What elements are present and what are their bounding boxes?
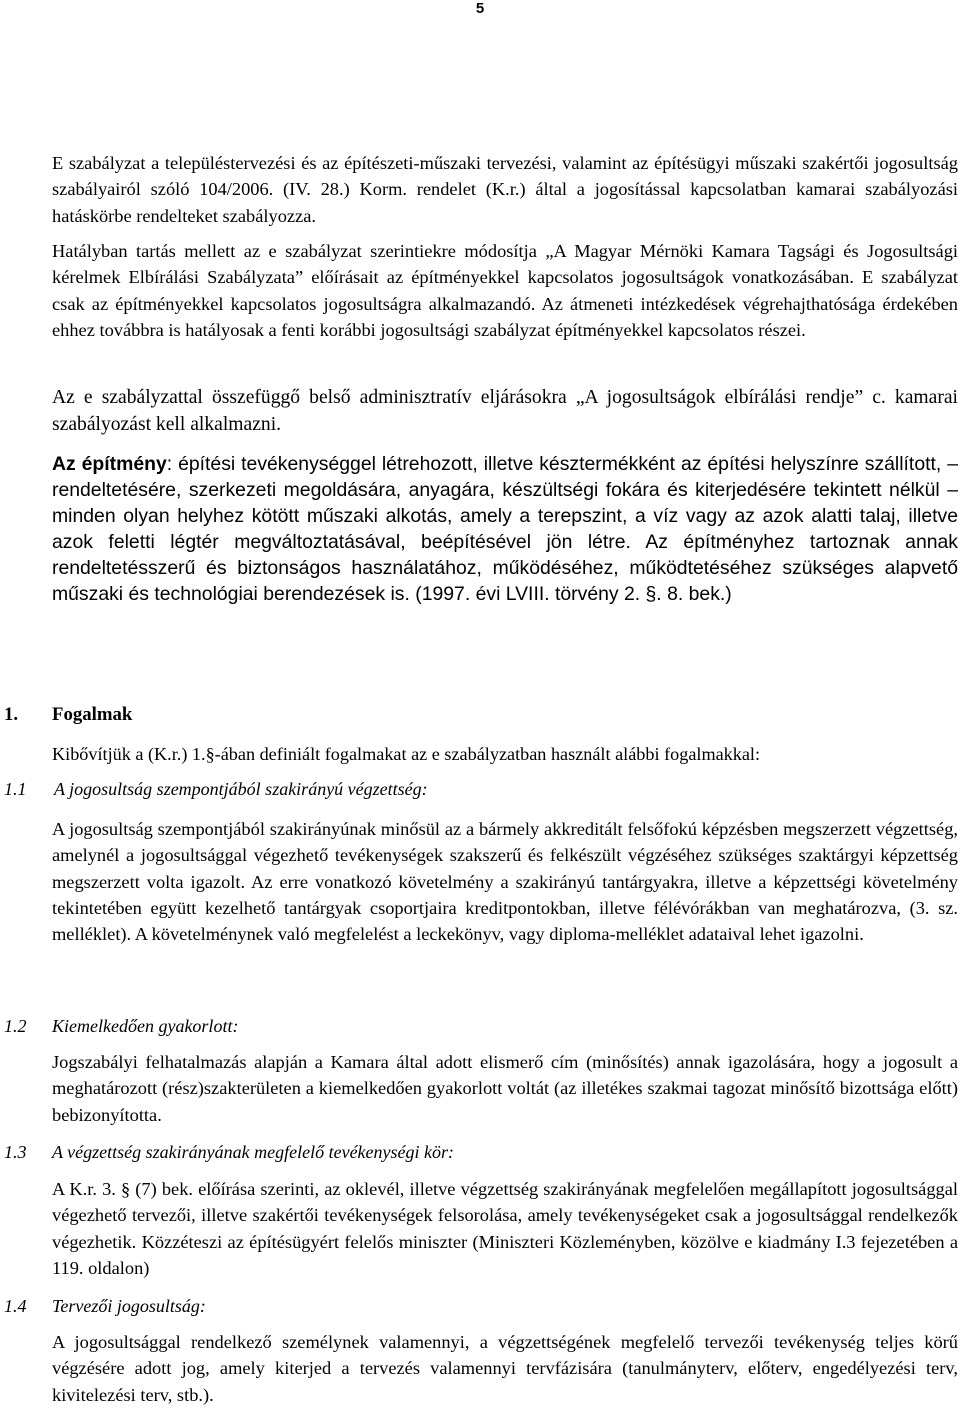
subsection-1-4-number: 1.4 xyxy=(4,1296,27,1316)
subsection-1-2-number: 1.2 xyxy=(4,1016,27,1036)
subsection-1-3-heading xyxy=(0,1140,960,1164)
subsection-1-3-number: 1.3 xyxy=(4,1142,27,1162)
section-1-intro: Kibővítjük a (K.r.) 1.§-ában definiált fogalmakat az e szabályzatban használt alábbi fogalmakkal: xyxy=(52,744,761,764)
intro-paragraph-3: Az e szabályzattal összefüggő belső adminisztratív eljárásokra „A jogosultságok elbírálási rendje” c. kamarai szabályozást kell alkalmazni. xyxy=(52,387,958,435)
subsection-1-1-heading xyxy=(0,777,960,801)
section-1-heading xyxy=(0,703,960,727)
intro-paragraph-2: Hatályban tartás mellett az e szabályzat szerintiekre módosítja „A Magyar Mérnöki Kamara Tagsági és Jogosultsági kérelmek Elbírálási Szabályzata” előírásait az építményekkel kapcsolatos jogosultságok vonatkozásában. E szabályzat csak az építményekkel kapcsolatos jogosultságra alkalmazandó. Az átmeneti intézkedések végrehajthatósága érdekében ehhez továbbra is hatályosak a fenti korábbi jogosultsági szabályzat építményekkel kapcsolatos részei. xyxy=(52,241,958,340)
section-1-number: 1. xyxy=(4,704,19,725)
subsection-1-1-title: A jogosultság szempontjából szakirányú végzettség: xyxy=(54,779,428,799)
subsection-1-3-title: A végzettség szakirányának megfelelő tevékenységi kör: xyxy=(52,1142,455,1162)
subsection-1-2-heading xyxy=(0,1014,960,1038)
subsection-1-1-text: A jogosultság szempontjából szakirányúnak minősül az a bármely akkreditált felsőfokú képzésben megszerzett végzettség, amelynél a jogosultsággal végezhető tevékenységek szakszerű és felkészült végzéséhez szükséges szaktárgyi képzettség megszerzett volta igazolt. Az erre vonatkozó követelmény a szakirányú tantárgyakra, illetve a képzettségi követelmény tekintetében együtt kezelhető tantárgyak csoportjaira kreditpontokban, illetve félévórákban van meghatározva, (3. sz. melléklet). A követelménynek való megfelelést a leckekönyv, vagy diploma-melléklet adataival lehet igazolni. xyxy=(52,819,958,945)
subsection-1-4-text: A jogosultsággal rendelkező személynek valamennyi, a végzettségének megfelelő tervezői tevékenység teljes körű végzésére adott jog, amely kiterjed a tervezés valamennyi tervfázisára (tanulmányterv, előterv, engedélyezési terv, kivitelezési terv, stb.). xyxy=(52,1332,958,1405)
subsection-1-3-text: A K.r. 3. § (7) bek. előírása szerinti, az oklevél, illetve végzettség szakirányának megfelelően megállapított jogosultsággal végezhető tervezői, illetve szakértői tevékenységek felsorolása, amely tevékenységeket csak a jogosultsággal rendelkezők végezhetik. Közzéteszi az építésügyért felelős miniszter (Miniszteri Közleményben, közölve e kiadmány I.3 fejezetében a 119. oldalon) xyxy=(52,1179,958,1278)
subsection-1-2-title: Kiemelkedően gyakorlott: xyxy=(52,1016,239,1036)
definition-text: : építési tevékenységgel létrehozott, illetve késztermékként az építési helyszínre szállított, – rendeltetésére, szerkezeti megoldására, anyagára, készültségi fokára és kiterjedésére tekintett nélkül – minden olyan helyhez kötött műszaki alkotás, amely a terepszint, a víz vagy az azok alatti talaj, illetve azok feletti légtér megváltoztatásával, beépítésével jön létre. Az építményhez tartoznak annak rendeltetésszerű és biztonságos használatához, működéséhez, működtetéséhez szükséges alapvető műszaki és technológiai berendezések is. (1997. évi LVIII. törvény 2. §. 8. bek.) xyxy=(52,453,958,605)
definition-term: Az építmény xyxy=(52,453,167,475)
page-number: 5 xyxy=(475,0,485,17)
subsection-1-4-title: Tervezői jogosultság: xyxy=(52,1296,206,1316)
intro-paragraph-1: E szabályzat a településtervezési és az építészeti-műszaki tervezési, valamint az építésügyi műszaki szakértői jogosultság szabályairól szóló 104/2006. (IV. 28.) Korm. rendelet (K.r.) által a jogosítással kapcsolatban kamarai szabályozási hatáskörbe rendelteket szabályozza. xyxy=(52,153,958,226)
definition-paragraph xyxy=(52,452,958,607)
subsection-1-2-text: Jogszabályi felhatalmazás alapján a Kamara által adott elismerő cím (minősítés) annak igazolására, hogy a jogosult a meghatározott (rész)szakterületen a kiemelkedően gyakorlott voltát (az illetékes szakmai tagozat minősítő bizottsága előtt) bebizonyította. xyxy=(52,1052,958,1125)
section-1-title: Fogalmak xyxy=(52,704,133,725)
subsection-1-4-heading xyxy=(0,1294,960,1318)
subsection-1-1-number: 1.1 xyxy=(4,779,27,799)
